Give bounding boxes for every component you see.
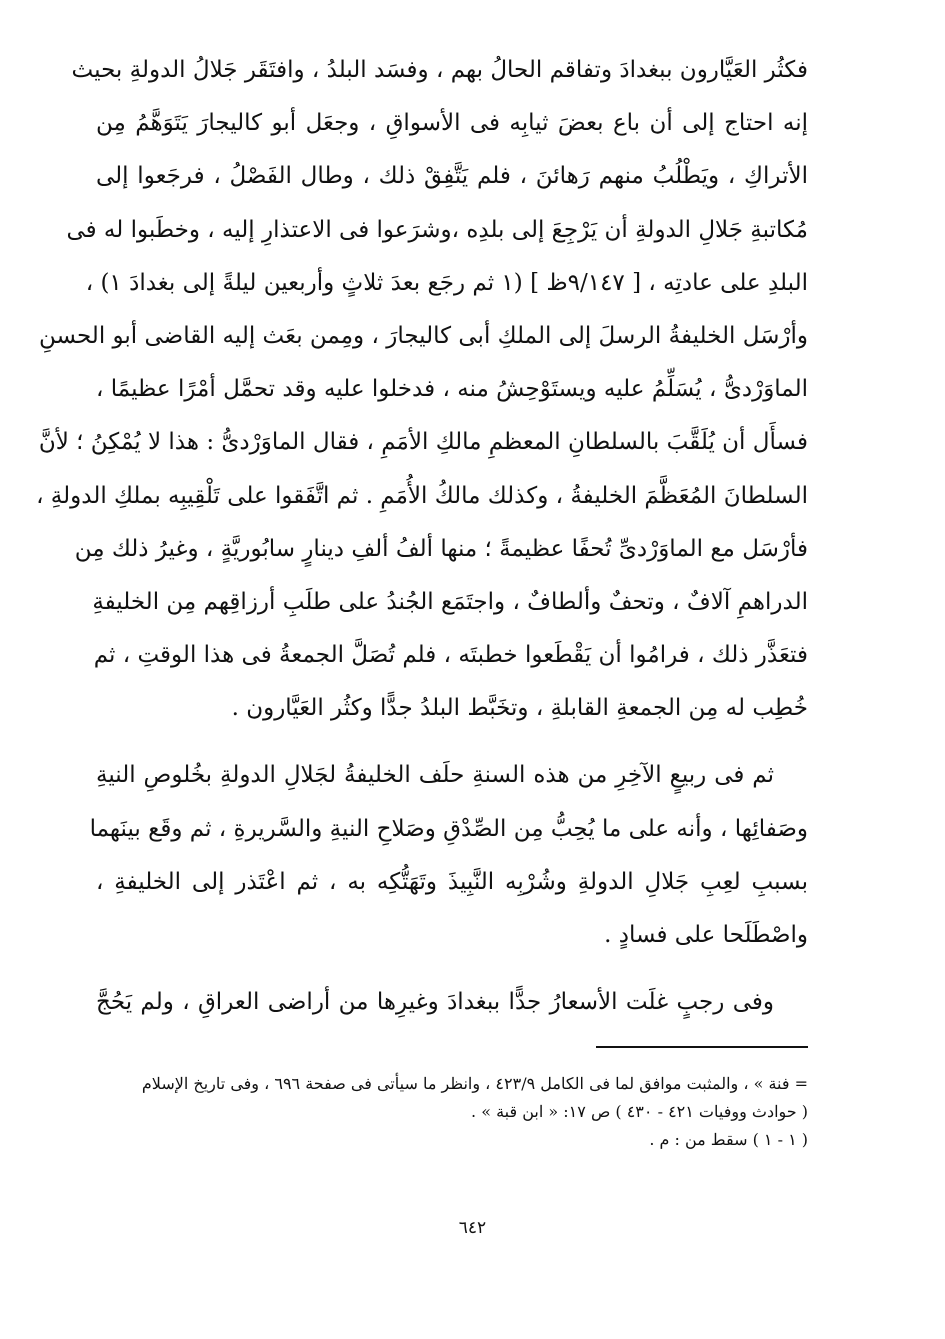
footnote-line: ( حوادث ووفيات ٤٢١ - ٤٣٠ ) ص ١٧: « ابن قبة » . (471, 1102, 808, 1121)
paragraph-1 (36, 44, 808, 735)
text-line: البلدِ على عادتِه ، [ ٩/١٤٧ظ ] (١ ثم رجَع بعدَ ثلاثٍ وأربعين ليلةً إلى بغدادَ ١) ، (85, 269, 808, 296)
footnotes (96, 1070, 808, 1154)
text-line: فكثُر العَيَّارون ببغدادَ وتفاقم الحالُ بهم ، وفسَد البلدُ ، وافتَقَر جَلالُ الدولةِ بحيث (71, 57, 808, 83)
text-line: وفى رجبٍ غلَت الأسعارُ جدًّا ببغدادَ وغيرِها من أراضى العراقِ ، ولم يَحُجَّ (96, 989, 774, 1016)
text-line: وصَفائِها ، وأنه على ما يُحِبُّ مِن الصِّدْقِ وصَلاحِ النيةِ والسَّريرةِ ، ثم وقَع بينَهما (89, 815, 808, 842)
text-line: بسببِ لعِبِ جَلالِ الدولةِ وشُرْبِه النَّبِيذَ وتَهَتُّكِه به ، ثم اعْتَذر إلى الخليفةِ ، (96, 868, 808, 895)
text-line: الدراهمِ آلافٌ ، وتحفٌ وألطافٌ ، واجتَمَع الجُندُ على طلَبِ أرزاقِهم مِن الخليفةِ (92, 588, 808, 615)
text-line: خُطِب له مِن الجمعةِ القابلةِ ، وتخَبَّط البلدُ جدًّا وكثُر العَيَّارون . (231, 695, 808, 722)
text-line: مُكاتبةِ جَلالِ الدولةِ أن يَرْجِعَ إلى بلدِه ،وشرَعوا فى الاعتذارِ إليه ، وخطَبوا له فى (66, 216, 808, 243)
paragraph-2 (89, 749, 808, 962)
footnote-line: = فنة » ، والمثبت موافق لما فى الكامل ٤٢٣/٩ ، وانظر ما سيأتى فى صفحة ٦٩٦ ، وفى تاريخ الإسلام (141, 1074, 808, 1093)
text-line: فسأَل أن يُلَقَّبَ بالسلطانِ المعظمِ مالكِ الأمَمِ ، فقال الماوَرْدىُّ : هذا لا يُمْكِنُ ؛ لأنَّ (38, 429, 808, 456)
main-text (36, 44, 808, 1029)
text-line: السلطانَ المُعَظَّمَ الخليفةُ ، وكذلك مالكُ الأُمَمِ . ثم اتَّفَقوا على تَلْقِيبِه بملكِ الدولةِ ، (36, 482, 808, 509)
footnote-line: ( ١ - ١ ) سقط من : م . (649, 1130, 808, 1149)
text-line: الماوَرْدىُّ ، يُسَلِّمُ عليه ويستَوْحِشُ منه ، فدخلوا عليه وقد تحمَّل أمْرًا عظيمًا ، (96, 376, 808, 403)
page-number: ٦٤٢ (458, 1218, 487, 1238)
text-line: فأرْسَل مع الماوَرْدىِّ تُحفًا عظيمةً ؛ منها ألفُ ألفِ دينارٍ سابُوريَّةٍ ، وغيرُ ذلك مِن (74, 535, 808, 562)
text-line: وأرْسَل الخليفةُ الرسلَ إلى الملكِ أبى كاليجارَ ، ومِمن بعَث إليه القاضى أبو الحسنِ (38, 322, 808, 349)
text-line: ثم فى ربيعٍ الآخِرِ من هذه السنةِ حلَف الخليفةُ لجَلالِ الدولةِ بخُلوصِ النيةِ (96, 762, 774, 789)
text-line: واصْطَلَحا على فسادٍ . (604, 922, 808, 948)
paragraph-3 (96, 976, 808, 1029)
text-line: فتعَذَّر ذلك ، فرامُوا أن يَقْطَعوا خطبتَه ، فلم تُصَلَّ الجمعةُ فى هذا الوقتِ ، ثم (93, 642, 808, 669)
text-line: إنه احتاج إلى أن باع بعضَ ثيابِه فى الأسواقِ ، وجعَل أبو كاليجارَ يَتَوَهَّمُ مِن (96, 110, 808, 137)
footnote-separator (596, 1046, 808, 1048)
text-line: الأتراكِ ، ويَطْلُبُ منهم رَهائنَ ، فلم يَتَّفِقْ ذلك ، وطال الفَصْلُ ، فرجَعوا إلى (96, 163, 808, 190)
